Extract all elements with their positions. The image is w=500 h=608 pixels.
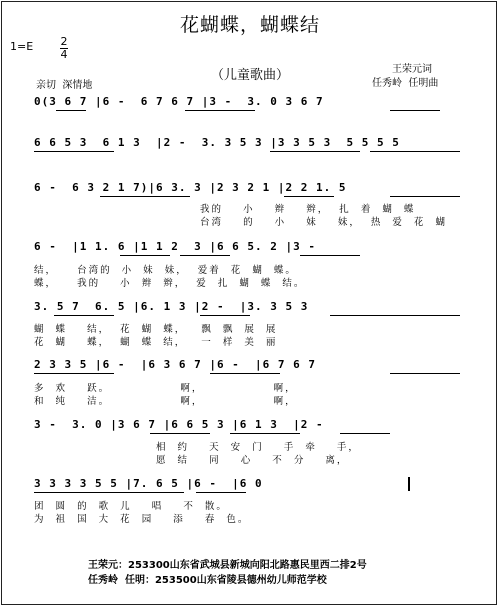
lyrics-line-3a: 我的 小 辫 辫， 扎 着 蝴 蝶	[200, 204, 416, 215]
lyrics-line-4b: 蝶， 我的 小 辫 辫， 爱 扎 蝴 蝶 结。	[34, 278, 306, 289]
lyrics-line-8b: 为 祖 国 大 花 园 添 春 色。	[34, 514, 250, 525]
time-signature-bottom: 4	[60, 48, 68, 61]
lyrics-line-7a: 相 约 天 安 门 手 牵 手，	[156, 442, 360, 453]
score-line-1: 0(3 6 7 |6 - 6 7 6 7 |3 - 3. 0 3 6 7	[34, 95, 324, 108]
lyricist-credit: 王荣元词	[392, 64, 432, 75]
score-line-8: 3 3 3 3 5 5 |7. 6 5 |6 - |6 0	[34, 477, 263, 490]
score-line-2: 6 6 5 3 6 1 3 |2 - 3. 3 5 3 |3 3 5 3 5 5 5 5	[34, 136, 400, 149]
score-line-6: 2 3 3 5 |6 - |6 3 6 7 |6 - |6 7 6 7	[34, 358, 317, 371]
lyrics-line-6a: 多 欢 跃。 啊， 啊，	[34, 383, 297, 394]
final-barline	[408, 477, 410, 491]
lyrics-line-4a: 结， 台湾的 小 妹 妹， 爱着 花 蝴 蝶。	[34, 265, 297, 276]
composer-credit: 任秀岭 任明曲	[372, 78, 439, 89]
song-subtitle: （儿童歌曲）	[210, 68, 289, 83]
score-line-7: 3 - 3. 0 |3 6 7 |6 6 5 3 |6 1 3 |2 -	[34, 418, 324, 431]
score-line-3: 6 - 6 3 2 1 7)|6 3. 3 |2 3 2 1 |2 2 1. 5	[34, 181, 347, 194]
lyrics-line-5a: 蝴 蝶 结， 花 蝴 蝶， 飘 飘 展 展	[34, 324, 278, 335]
lyrics-line-6b: 和 纯 洁。 啊， 啊，	[34, 396, 297, 407]
score-line-5: 3. 5 7 6. 5 |6. 1 3 |2 - |3. 3 5 3	[34, 300, 309, 313]
time-signature	[60, 37, 68, 60]
key-signature: 1=E	[10, 40, 34, 53]
lyrics-line-5b: 花 蝴 蝶， 蝴 蝶 结， 一 样 美 丽	[34, 337, 278, 348]
time-signature-top: 2	[60, 35, 68, 48]
footer-address-2: 任秀岭 任明：253500山东省陵县德州幼儿师范学校	[88, 575, 327, 586]
song-title: 花蝴蝶，蝴蝶结	[179, 14, 320, 36]
lyrics-line-8a: 团 圆 的 歌 儿 唱 不 散。	[34, 501, 228, 512]
footer-address-1: 王荣元：253300山东省武城县新城向阳北路惠民里西二排2号	[88, 560, 367, 571]
score-line-4: 6 - |1 1. 6 |1 1 2 3 |6 6 5. 2 |3 -	[34, 240, 317, 253]
tempo-marking: 亲切 深情地	[36, 80, 93, 91]
lyrics-line-3b: 台湾 的 小 妹 妹， 热 爱 花 蝴	[200, 217, 447, 228]
lyrics-line-7b: 愿 结 同 心 不 分 离，	[156, 455, 349, 466]
